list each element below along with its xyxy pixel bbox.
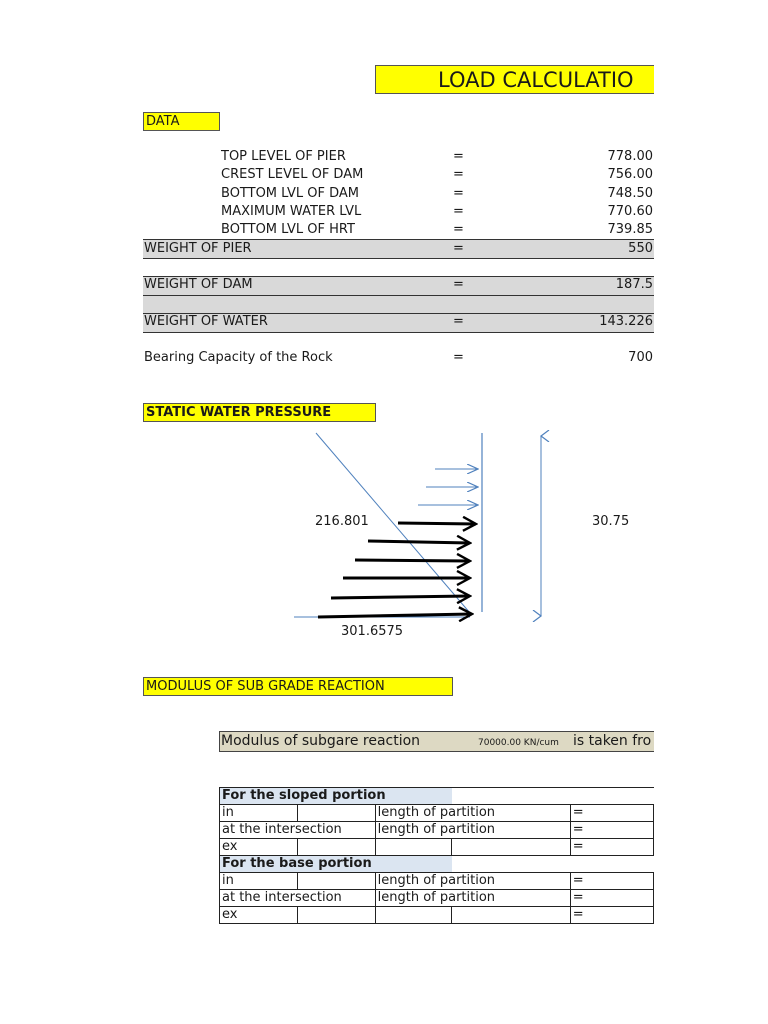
equals-cell: = xyxy=(570,907,653,924)
modulus-label: Modulus of subgare reaction xyxy=(221,733,421,749)
black-arrow xyxy=(368,541,470,543)
equals-sign: = xyxy=(453,186,464,201)
equals-cell: = xyxy=(570,822,653,839)
row-label: at the intersection xyxy=(220,890,376,907)
page-title: LOAD CALCULATIO xyxy=(375,65,654,94)
table-row xyxy=(220,890,654,907)
table-row xyxy=(220,805,654,822)
base-header: For the base portion xyxy=(220,856,452,873)
row-label: in xyxy=(220,805,298,822)
row-label: ex xyxy=(220,907,298,924)
level-label: CREST LEVEL OF DAM xyxy=(221,167,364,182)
level-value: 739.85 xyxy=(607,222,653,237)
row-label: in xyxy=(220,873,298,890)
row-label: at the intersection xyxy=(220,822,376,839)
weight-label: WEIGHT OF WATER xyxy=(144,314,268,329)
modulus-section-header: MODULUS OF SUB GRADE REACTION xyxy=(143,677,453,696)
level-label: BOTTOM LVL OF HRT xyxy=(221,222,355,237)
row-label: ex xyxy=(220,839,298,856)
level-value: 778.00 xyxy=(607,149,653,164)
weight-label: WEIGHT OF PIER xyxy=(144,241,252,256)
equals-sign: = xyxy=(453,167,464,182)
black-arrow xyxy=(398,523,476,524)
static-pressure-header: STATIC WATER PRESSURE xyxy=(143,403,376,422)
level-value: 756.00 xyxy=(607,167,653,182)
row-desc: length of partition xyxy=(375,890,570,907)
top-pressure-value: 216.801 xyxy=(315,514,369,529)
equals-cell: = xyxy=(570,805,653,822)
level-label: TOP LEVEL OF PIER xyxy=(221,149,346,164)
level-label: BOTTOM LVL OF DAM xyxy=(221,186,359,201)
level-value: 748.50 xyxy=(607,186,653,201)
equals-cell: = xyxy=(570,873,653,890)
equals-sign: = xyxy=(453,277,464,292)
height-value: 30.75 xyxy=(592,514,630,529)
table-row xyxy=(220,822,654,839)
weight-value: 187.5 xyxy=(615,277,653,292)
black-arrow xyxy=(331,596,470,598)
table-row xyxy=(220,839,654,856)
partition-table xyxy=(219,787,654,924)
bottom-pressure-value: 301.6575 xyxy=(341,624,404,639)
equals-cell: = xyxy=(570,890,653,907)
weight-value: 550 xyxy=(628,241,653,256)
row-desc: length of partition xyxy=(375,805,570,822)
weight-value: 143.226 xyxy=(599,314,653,329)
equals-cell: = xyxy=(570,839,653,856)
equals-sign: = xyxy=(453,241,464,256)
table-row xyxy=(220,907,654,924)
weight-label: WEIGHT OF DAM xyxy=(144,277,253,292)
table-header-row xyxy=(220,856,654,873)
level-label: MAXIMUM WATER LVL xyxy=(221,204,362,219)
bearing-label: Bearing Capacity of the Rock xyxy=(144,350,333,365)
sloped-header: For the sloped portion xyxy=(220,788,452,805)
equals-sign: = xyxy=(453,314,464,329)
black-arrow xyxy=(355,560,470,561)
modulus-value: 70000.00 KN/cum xyxy=(478,738,559,748)
data-section-header: DATA xyxy=(143,112,220,131)
table-header-row xyxy=(220,788,654,805)
modulus-suffix: is taken fro xyxy=(573,733,652,749)
equals-sign: = xyxy=(453,222,464,237)
level-value: 770.60 xyxy=(607,204,653,219)
equals-sign: = xyxy=(453,204,464,219)
row-desc: length of partition xyxy=(375,873,570,890)
bearing-value: 700 xyxy=(628,350,653,365)
row-desc: length of partition xyxy=(375,822,570,839)
table-row xyxy=(220,873,654,890)
equals-sign: = xyxy=(453,350,464,365)
equals-sign: = xyxy=(453,149,464,164)
